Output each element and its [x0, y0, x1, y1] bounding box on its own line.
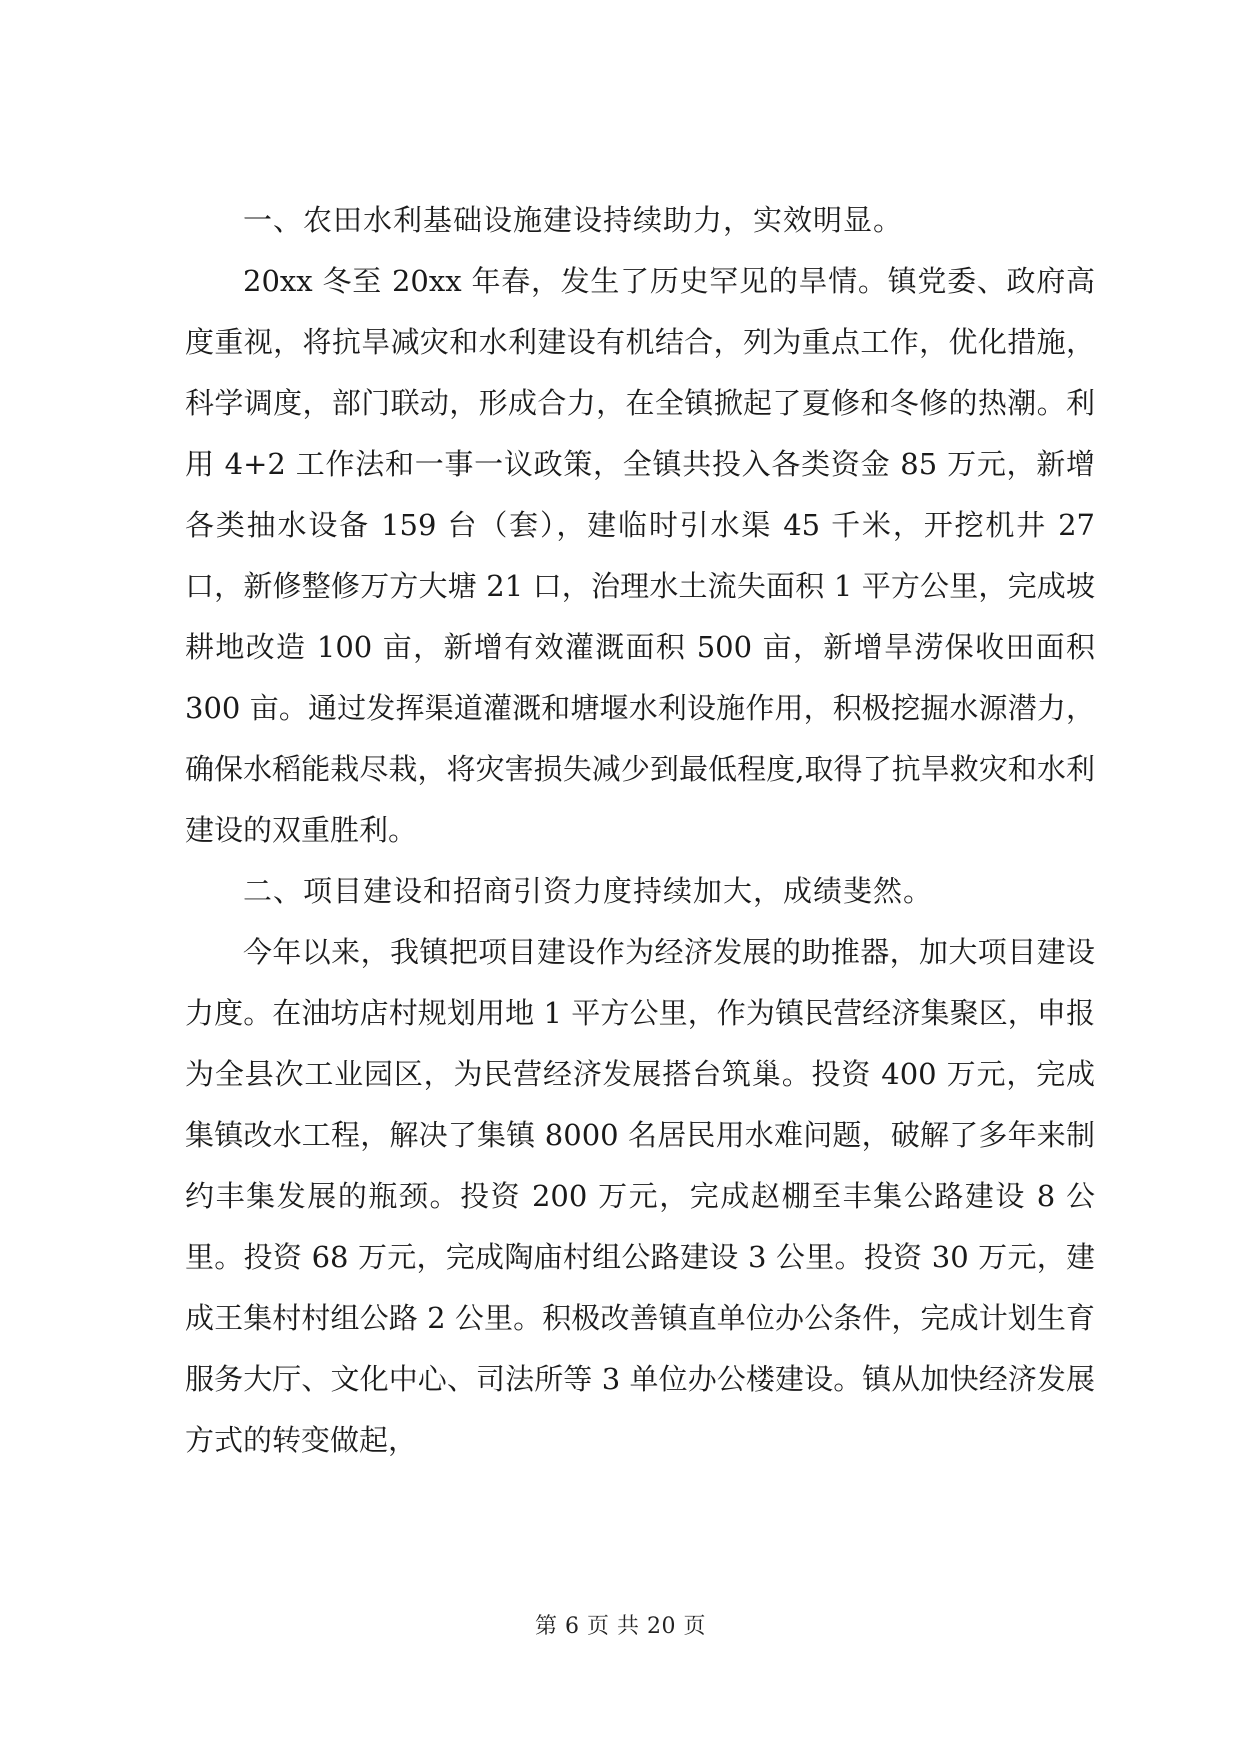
section-paragraph-2: 今年以来，我镇把项目建设作为经济发展的助推器，加大项目建设力度。在油坊店村规划用地 1 平方公里，作为镇民营经济集聚区，申报为全县次工业园区，为民营经济发展搭台筑巢。投资 400 万元，完成集镇改水工程，解决了集镇 8000 名居民用水难问题，破解了多年来制约丰集发展的瓶颈。投资 200 万元，完成赵棚至丰集公路建设 8 公里。投资 68 万元，完成陶庙村组公路建设 3 公里。投资 30 万元，建成王集村村组公路 2 公里。积极改善镇直单位办公条件，完成计划生育服务大厅、文化中心、司法所等 3 单位办公楼建设。镇从加快经济发展方式的转变做起，	[185, 935, 1095, 1457]
section-heading-1: 一、农田水利基础设施建设持续助力，实效明显。	[243, 203, 904, 237]
section-paragraph-1: 20xx 冬至 20xx 年春，发生了历史罕见的旱情。镇党委、政府高度重视，将抗旱减灾和水利建设有机结合，列为重点工作，优化措施，科学调度，部门联动，形成合力，在全镇掀起了夏修和冬修的热潮。利用 4+2 工作法和一事一议政策，全镇共投入各类资金 85 万元，新增各类抽水设备 159 台（套），建临时引水渠 45 千米，开挖机井 27 口，新修整修万方大塘 21 口，治理水土流失面积 1 平方公里，完成坡耕地改造 100 亩，新增有效灌溉面积 500 亩，新增旱涝保收田面积 300 亩。通过发挥渠道灌溉和塘堰水利设施作用，积极挖掘水源潜力，确保水稻能栽尽栽，将灾害损失减少到最低程度,取得了抗旱救灾和水利建设的双重胜利。	[185, 264, 1095, 847]
page-number-footer: 第 6 页 共 20 页	[535, 1614, 706, 1639]
document-body	[185, 190, 1095, 1471]
section-heading-2: 二、项目建设和招商引资力度持续加大，成绩斐然。	[243, 874, 934, 908]
